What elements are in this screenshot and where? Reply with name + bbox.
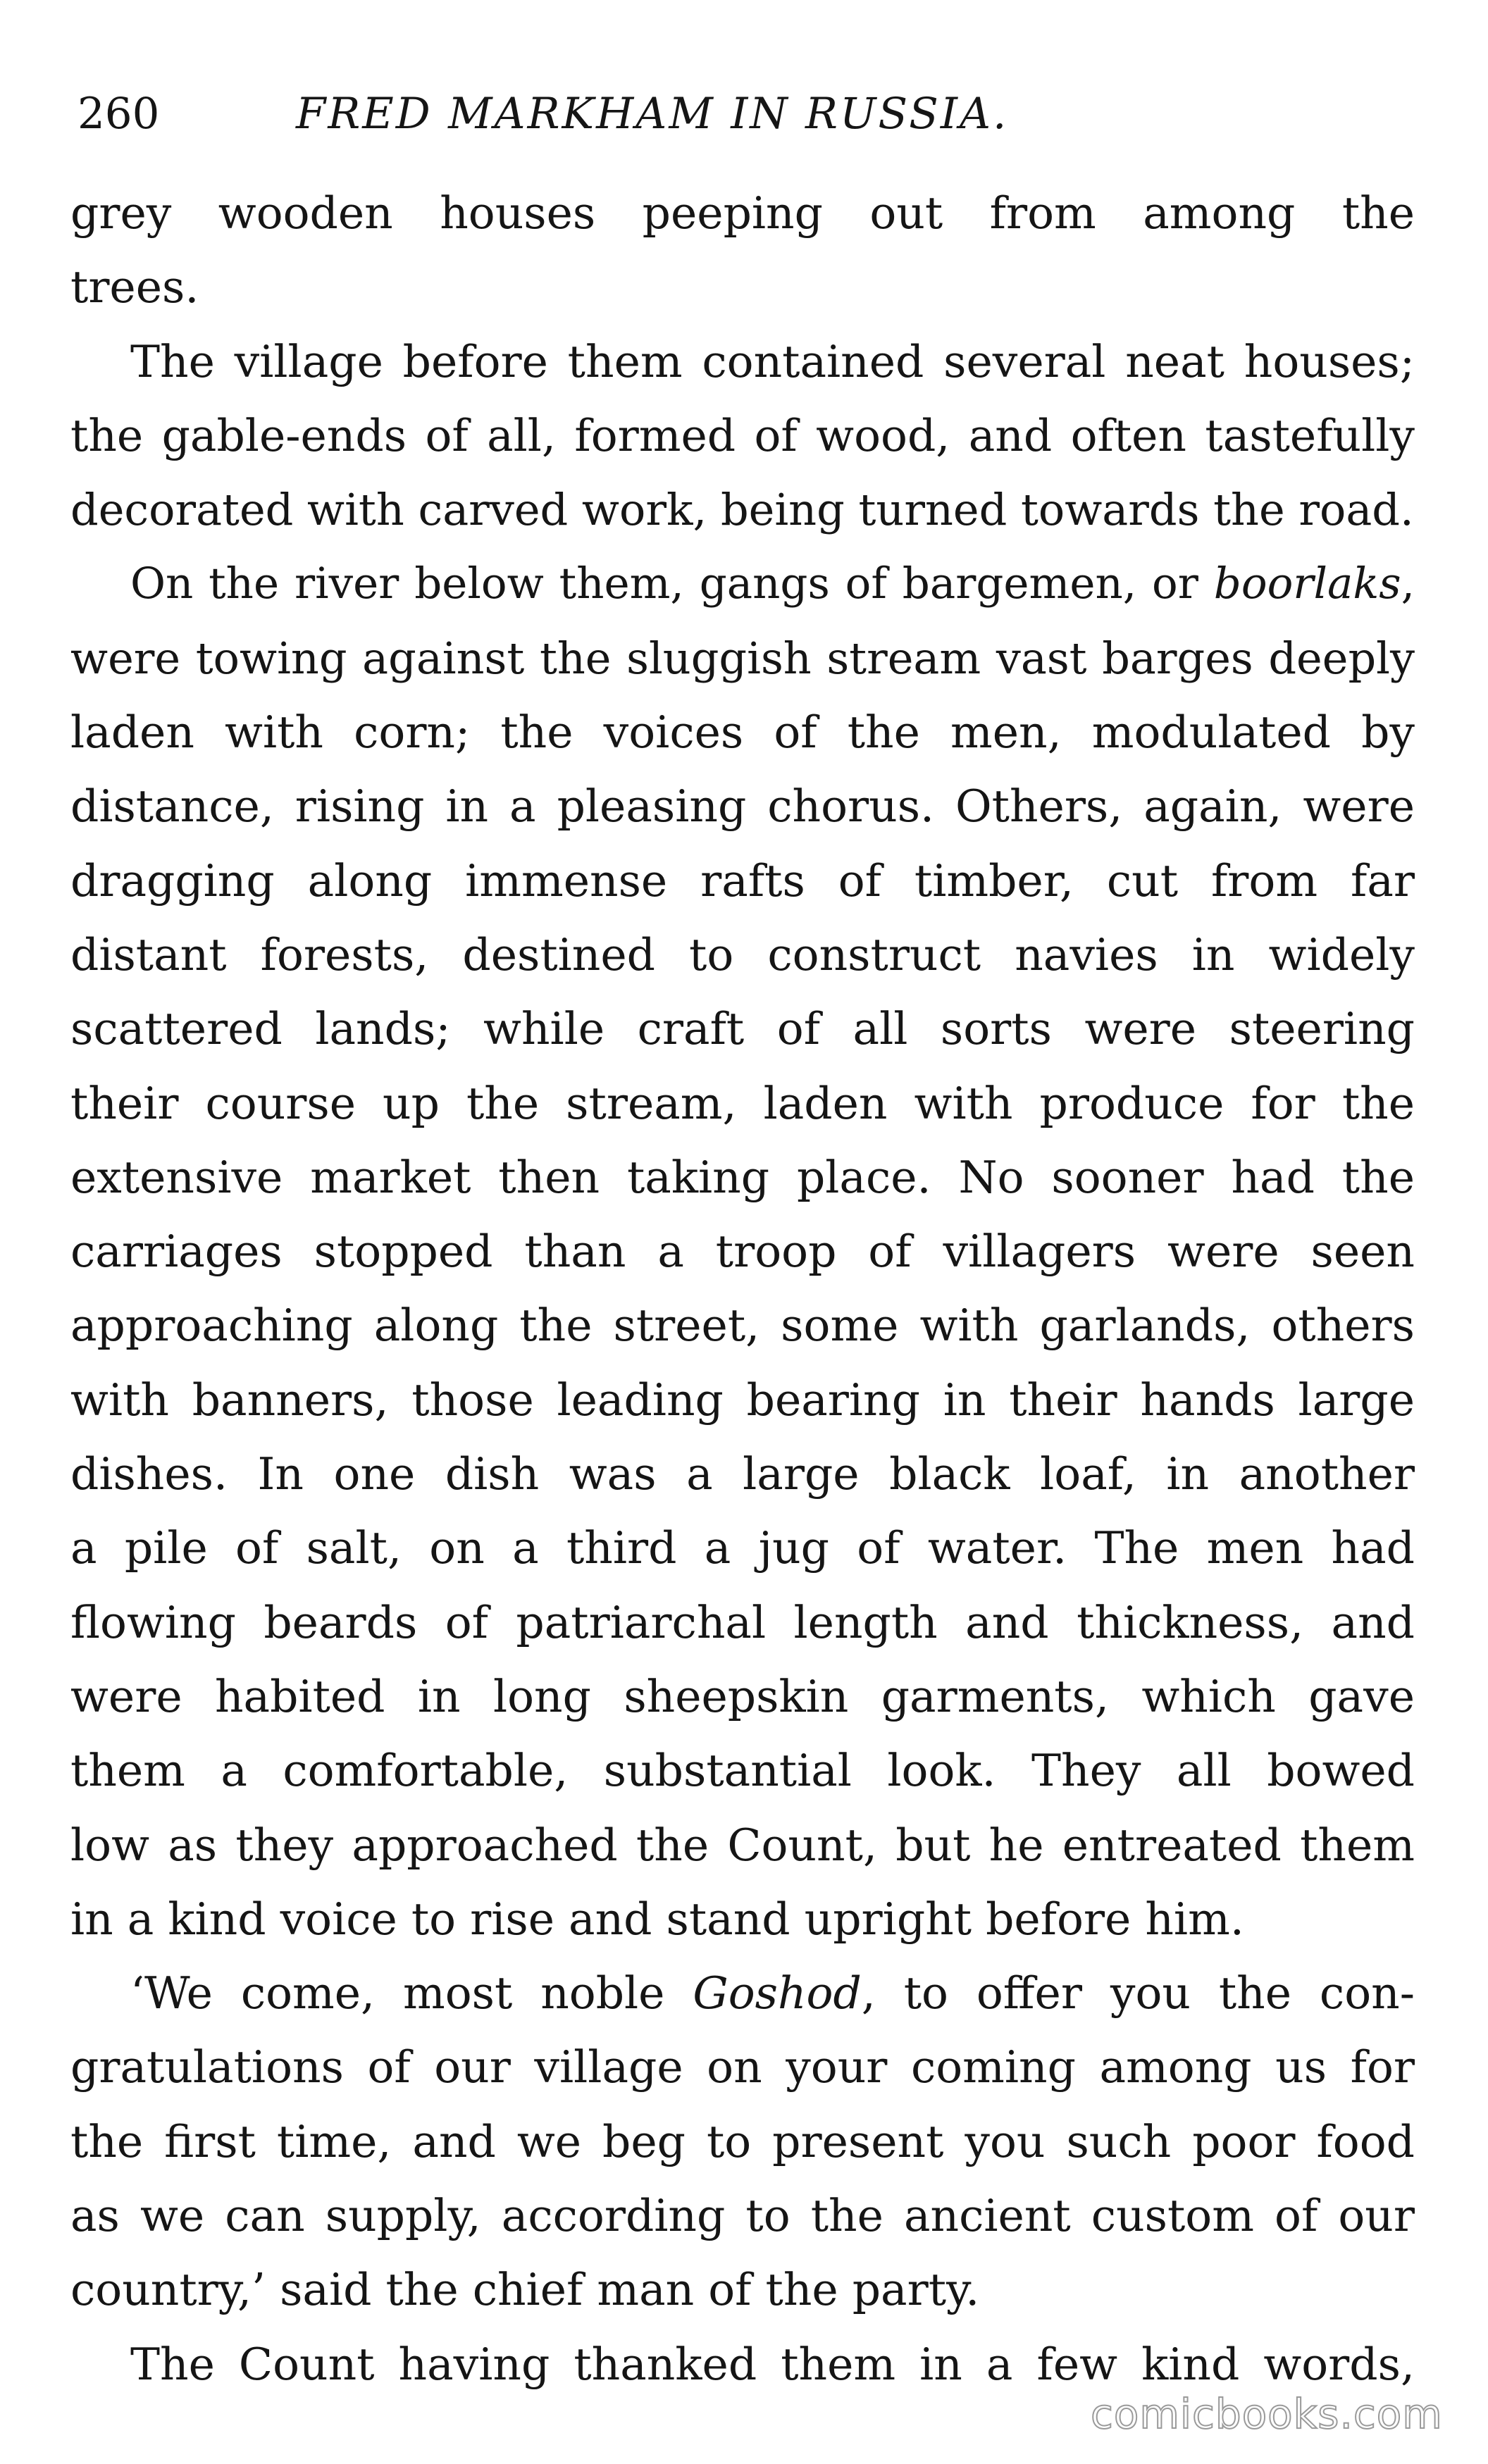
text-line: The village before them contained several neat houses;: [130, 335, 1415, 387]
text-line: in a kind voice to rise and stand upright before him.: [70, 1893, 1244, 1945]
text-line: country,’ said the chief man of the party.: [70, 2264, 980, 2316]
text-line: decorated with carved work, being turned towards the road.: [70, 484, 1414, 536]
text-line: grey wooden houses peeping out from among the: [70, 187, 1415, 239]
text-line: a pile of salt, on a third a jug of water. The men had: [70, 1522, 1415, 1574]
text-line: trees.: [70, 261, 199, 313]
text-line: The Count having thanked them in a few kind words,: [130, 2338, 1415, 2390]
text-line: ‘We come, most noble Goshod, to offer you the con-: [130, 1967, 1415, 2020]
text-line: were towing against the sluggish stream vast barges deeply: [70, 632, 1415, 684]
text-line: them a comfortable, substantial look. They all bowed: [70, 1745, 1415, 1797]
text-line: approaching along the street, some with garlands, others: [70, 1300, 1415, 1352]
running-head: FRED MARKHAM IN RUSSIA.: [296, 89, 1009, 139]
text-line: the gable-ends of all, formed of wood, and often tastefully: [70, 409, 1415, 461]
text-line: as we can supply, according to the ancient custom of our: [70, 2190, 1415, 2242]
page-header: [78, 79, 1381, 149]
text-line: their course up the stream, laden with produce for the: [70, 1077, 1415, 1129]
watermark: comicbooks.com: [1091, 2390, 1443, 2438]
text-line: carriages stopped than a troop of villagers were seen: [70, 1226, 1415, 1278]
text-line: scattered lands; while craft of all sorts were steering: [70, 1003, 1415, 1055]
page-number: 260: [78, 89, 160, 139]
body-text: [70, 176, 1415, 2401]
text-line: dragging along immense rafts of timber, cut from far: [70, 854, 1415, 907]
text-line: laden with corn; the voices of the men, modulated by: [70, 707, 1415, 759]
text-line: with banners, those leading bearing in their hands large: [70, 1374, 1415, 1426]
text-line: low as they approached the Count, but he entreated them: [70, 1819, 1415, 1871]
text-line: distance, rising in a pleasing chorus. Others, again, were: [70, 780, 1415, 833]
text-line: were habited in long sheepskin garments, which gave: [70, 1670, 1415, 1722]
text-line: the first time, and we beg to present you such poor food: [70, 2115, 1415, 2167]
text-line: distant forests, destined to construct navies in widely: [70, 928, 1415, 981]
text-line: dishes. In one dish was a large black loaf, in another: [70, 1448, 1415, 1500]
text-line: flowing beards of patriarchal length and thickness, and: [70, 1596, 1415, 1648]
text-line: gratulations of our village on your coming among us for: [70, 2041, 1415, 2093]
text-line: On the river below them, gangs of bargemen, or boorlaks,: [130, 559, 1415, 609]
text-line: extensive market then taking place. No sooner had the: [70, 1151, 1415, 1203]
